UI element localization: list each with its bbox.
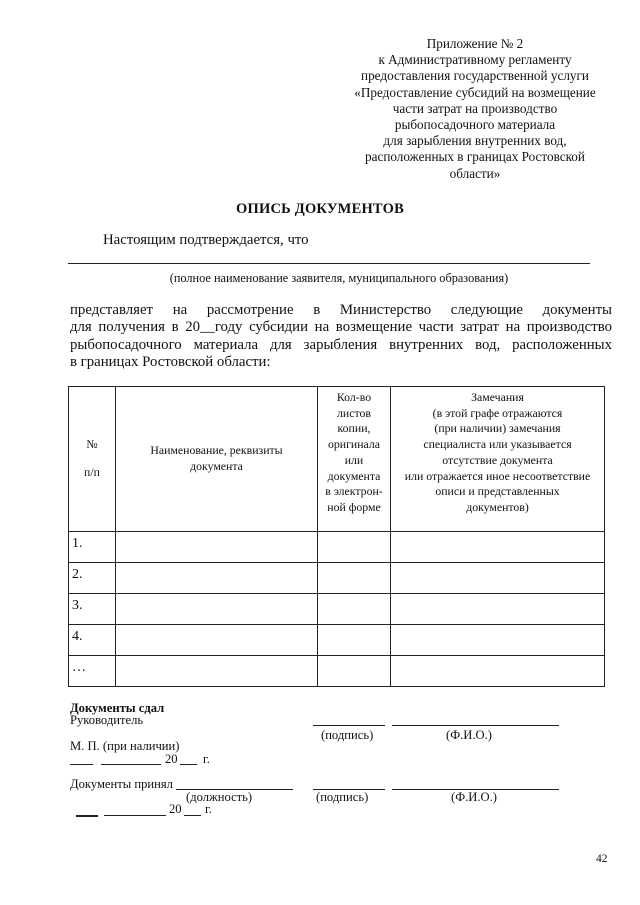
header-notes-line: отсутствие документа <box>442 452 553 467</box>
documents-table <box>68 386 605 687</box>
row-sheet-count-cell[interactable] <box>318 594 391 625</box>
header-count-line: в электрон- <box>325 484 383 499</box>
table-row <box>69 656 605 687</box>
head-signature-line[interactable] <box>313 725 385 726</box>
table-header-row <box>69 387 605 532</box>
page-number: 42 <box>596 853 608 865</box>
header-notes-line: специалиста или указывается <box>423 437 572 452</box>
header-notes-line: (в этой графе отражаются <box>432 405 563 420</box>
appendix-line: Приложение № 2 <box>426 36 524 51</box>
row-document-name-cell[interactable] <box>116 656 318 687</box>
applicant-name-line <box>68 263 590 264</box>
appendix-line: предоставления государственной услуги <box>361 68 589 84</box>
row-number: 2. <box>69 563 116 594</box>
appendix-line: для зарыбления внутренних вод, <box>383 133 567 149</box>
appendix-line: области» <box>449 165 501 181</box>
paragraph-line: в границах Ростовской области: <box>70 354 271 371</box>
header-sheet-count <box>318 387 391 532</box>
row-document-name-cell[interactable] <box>116 563 318 594</box>
fio-hint: (Ф.И.О.) <box>446 728 492 742</box>
date-suffix: г. <box>203 752 210 766</box>
row-notes-cell[interactable] <box>391 625 605 656</box>
header-count-line: копии, <box>337 421 371 436</box>
date-day-line[interactable] <box>70 764 93 765</box>
row-document-name-cell[interactable] <box>116 625 318 656</box>
applicant-hint: (полное наименование заявителя, муниципального образования) <box>169 271 509 285</box>
header-notes-line: (при наличии) замечания <box>434 421 561 436</box>
header-count-line: или <box>344 452 364 467</box>
row-notes-cell[interactable] <box>391 563 605 594</box>
header-name-line: документа <box>190 459 243 473</box>
body-paragraph <box>70 302 612 372</box>
header-name-line: Наименование, реквизиты <box>150 443 283 458</box>
header-notes <box>391 387 605 532</box>
row-notes-cell[interactable] <box>391 532 605 563</box>
header-notes-line: Замечания <box>471 390 524 404</box>
date-year-prefix: 20 <box>169 802 182 816</box>
row-number: … <box>69 656 116 687</box>
header-number-line: п/п <box>84 465 100 479</box>
table-row <box>69 563 605 594</box>
date-month-line[interactable] <box>104 815 166 816</box>
head-label: Руководитель <box>70 713 144 727</box>
header-number <box>69 387 116 532</box>
appendix-line: «Предоставление субсидий на возмещение <box>354 84 596 100</box>
row-sheet-count-cell[interactable] <box>318 532 391 563</box>
header-notes-line: описи и представленных <box>435 484 560 499</box>
date-month-line[interactable] <box>101 764 161 765</box>
row-number: 3. <box>69 594 116 625</box>
header-count-line: Кол-во <box>336 390 372 404</box>
head-fio-line[interactable] <box>392 725 559 726</box>
table-row <box>69 594 605 625</box>
paragraph-line: рыбопосадочного материала для зарыбления внутренних вод, расположенных <box>70 336 612 353</box>
header-document-name <box>116 387 318 532</box>
sign-hint: (подпись) <box>316 790 369 804</box>
row-document-name-cell[interactable] <box>116 532 318 563</box>
date-year-prefix: 20 <box>165 752 178 766</box>
date-year-line[interactable] <box>184 815 201 816</box>
date-day-line[interactable] <box>76 815 98 817</box>
appendix-line: к Административному регламенту <box>378 52 572 68</box>
row-notes-cell[interactable] <box>391 656 605 687</box>
header-count-line: оригинала <box>327 437 381 452</box>
row-sheet-count-cell[interactable] <box>318 656 391 687</box>
appendix-header <box>330 36 620 182</box>
fio-hint: (Ф.И.О.) <box>451 790 497 804</box>
handed-over-heading: Документы сдал <box>70 701 165 715</box>
table-row <box>69 625 605 656</box>
row-number: 1. <box>69 532 116 563</box>
paragraph-line: представляет на рассмотрение в Министерство следующие документы <box>70 302 612 318</box>
date-suffix: г. <box>205 802 212 816</box>
row-sheet-count-cell[interactable] <box>318 625 391 656</box>
header-count-line: листов <box>337 405 371 420</box>
date-year-line[interactable] <box>180 764 197 765</box>
header-count-line: ной форме <box>327 499 381 514</box>
header-count-line: документа <box>327 468 381 483</box>
header-notes-line: документов) <box>466 499 529 514</box>
appendix-line: рыбопосадочного материала <box>394 117 556 133</box>
table-row <box>69 532 605 563</box>
stamp-label: М. П. (при наличии) <box>70 739 180 753</box>
row-number: 4. <box>69 625 116 656</box>
appendix-line: части затрат на производство <box>392 100 558 116</box>
paragraph-line: для получения в 20__году субсидии на возмещение части затрат на производство <box>70 319 612 336</box>
row-document-name-cell[interactable] <box>116 594 318 625</box>
appendix-line: расположенных в границах Ростовской <box>365 149 585 165</box>
row-sheet-count-cell[interactable] <box>318 563 391 594</box>
header-notes-line: или отражается иное несоответствие <box>404 468 591 483</box>
sign-hint: (подпись) <box>321 728 374 742</box>
row-notes-cell[interactable] <box>391 594 605 625</box>
received-label: Документы принял <box>70 777 173 791</box>
confirm-text: Настоящим подтверждается, что <box>103 232 309 248</box>
document-title: ОПИСЬ ДОКУМЕНТОВ <box>236 201 404 217</box>
position-hint: (должность) <box>186 790 253 804</box>
header-number-line: № <box>86 437 98 452</box>
